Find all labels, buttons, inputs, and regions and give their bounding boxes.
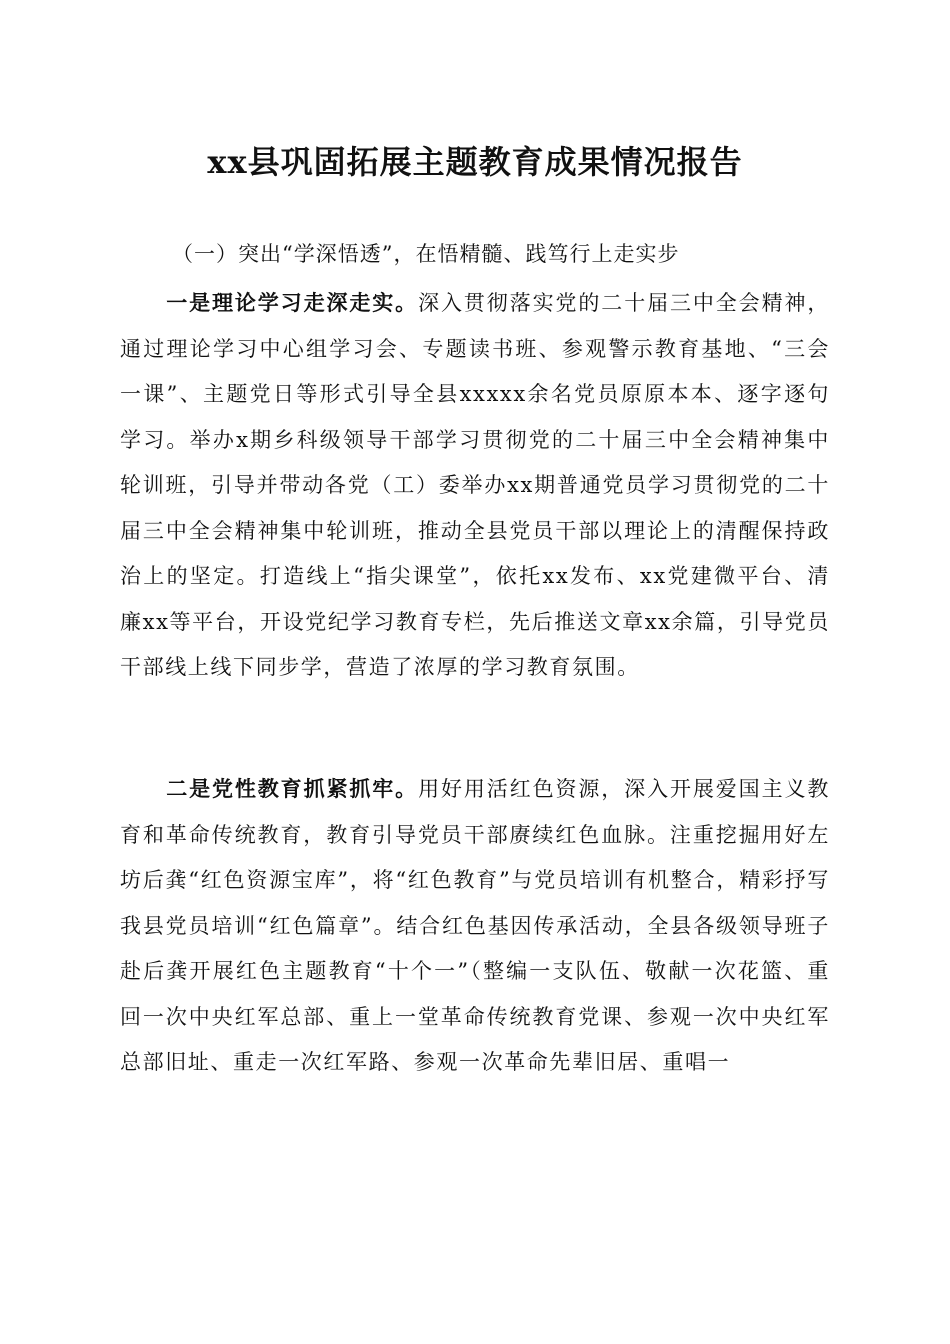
paragraph-body: 深入贯彻落实党的二十届三中全会精神，通过理论学习中心组学习会、专题读书班、参观警示教育基地、“三会一课”、主题党日等形式引导全县xxxxx余名党员原原本本、逐字逐句学习。举办x期乡科级领导干部学习贯彻党的二十届三中全会精神集中轮训班，引导并带动各党（工）委举办xx期普通党员学习贯彻党的二十届三中全会精神集中轮训班，推动全县党员干部以理论上的清醒保持政治上的坚定。打造线上“指尖课堂”，依托xx发布、xx党建微平台、清廉xx等平台，开设党纪学习教育专栏，先后推送文章xx余篇，引导党员干部线上线下同步学，营造了浓厚的学习教育氛围。	[120, 291, 830, 679]
paragraph-lead: 二是党性教育抓紧抓牢。	[166, 776, 419, 801]
paragraph-theory-study	[120, 280, 830, 691]
paragraph-body: 用好用活红色资源，深入开展爱国主义教育和革命传统教育，教育引导党员干部赓续红色血脉。注重挖掘用好左坊后龚“红色资源宝库”，将“红色教育”与党员培训有机整合，精彩抒写我县党员培训“红色篇章”。结合红色基因传承活动，全县各级领导班子赴后龚开展红色主题教育“十个一”（整编一支队伍、敬献一次花篮、重回一次中央红军总部、重上一堂革命传统教育党课、参观一次中央红军总部旧址、重走一次红军路、参观一次革命先辈旧居、重唱一	[120, 777, 830, 1074]
paragraph-party-education	[120, 766, 830, 1086]
document-title: xx县巩固拓展主题教育成果情况报告	[207, 143, 743, 181]
section-heading: （一）突出“学深悟透”，在悟精髓、践笃行上走实步	[172, 242, 680, 266]
paragraph-lead: 一是理论学习走深走实。	[166, 290, 419, 315]
